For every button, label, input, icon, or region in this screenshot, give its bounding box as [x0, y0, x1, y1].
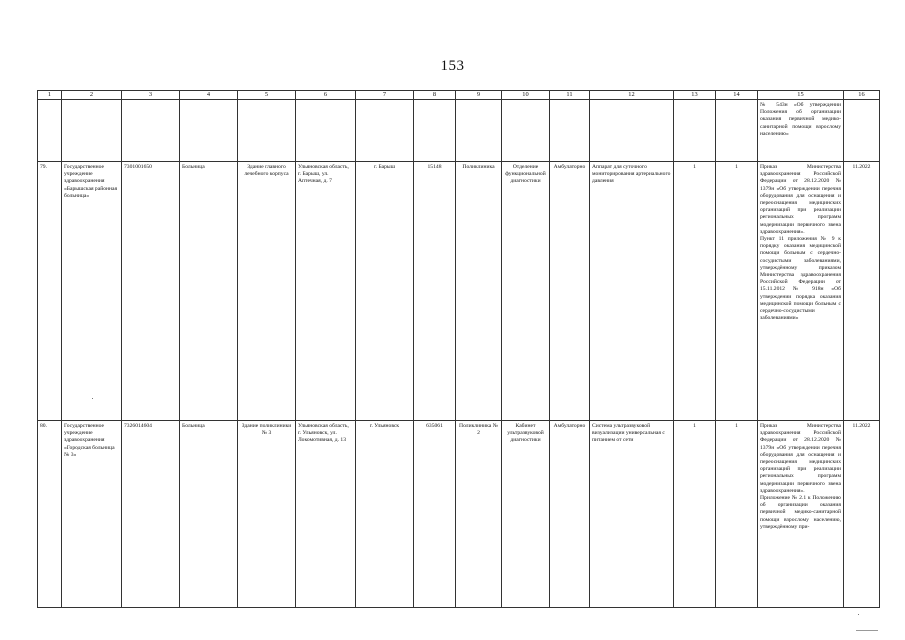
legal-basis — [758, 162, 844, 421]
column-number-row — [38, 91, 880, 100]
equipment-name: Система ультразвуковой визуализации универсальная с питанием от сети — [590, 421, 674, 608]
legal-basis-appendix: Пункт 11 приложения № 9 к порядку оказания медицинской помощи больным с сердечно-сосудистыми заболеваниями, утверждённому приказом Министерства здравоохранения Российской Федерации от 15.11.2012 № 918н «Об утверждении порядка оказания медицинской помощи больным с сердечно-сосудистыми заболеваниями» — [760, 236, 841, 322]
continuation-row — [38, 100, 880, 162]
row-number: 79. — [38, 162, 62, 421]
scan-mark — [856, 630, 878, 631]
column-number: 7 — [356, 91, 414, 100]
equipment-table — [37, 90, 880, 608]
scan-speck — [92, 398, 93, 399]
column-number: 4 — [180, 91, 238, 100]
legal-basis-order: Приказ Министерства здравоохранения Российской Федерации от 28.12.2020 № 1379н «Об утверждении перечня оборудования для оснащения и переоснащения медицинских организаций при реализации региональных программ модернизации первичного звена здравоохранения». — [760, 423, 841, 494]
column-number: 3 — [122, 91, 180, 100]
table-row — [38, 162, 880, 421]
care-conditions: Амбулаторно — [550, 162, 590, 421]
building: Здание главного лечебного корпуса — [238, 162, 296, 421]
column-number: 14 — [716, 91, 758, 100]
address: Ульяновская область, г. Ульяновск, ул. Локомотивная, д. 13 — [296, 421, 356, 608]
delivery-date: 11.2022 — [844, 162, 880, 421]
inn: 7301001650 — [122, 162, 180, 421]
department: Кабинет ультразвуковой диагностики — [502, 421, 550, 608]
column-number: 12 — [590, 91, 674, 100]
column-number: 2 — [62, 91, 122, 100]
settlement: г. Барыш — [356, 162, 414, 421]
column-number: 1 — [38, 91, 62, 100]
scan-speck — [858, 614, 859, 615]
column-number: 13 — [674, 91, 716, 100]
quantity-planned: 1 — [716, 162, 758, 421]
column-number: 11 — [550, 91, 590, 100]
column-number: 16 — [844, 91, 880, 100]
organization-type: Больница — [180, 162, 238, 421]
organization-name: Государственное учреждение здравоохранения «Городская больница № 3» — [62, 421, 122, 608]
column-number: 10 — [502, 91, 550, 100]
address: Ульяновская область, г. Барыш, ул. Аптечная, д. 7 — [296, 162, 356, 421]
subdivision: Поликлиника — [456, 162, 502, 421]
column-number: 6 — [296, 91, 356, 100]
row-number: 80. — [38, 421, 62, 608]
care-conditions: Амбулаторно — [550, 421, 590, 608]
inn: 7326014604 — [122, 421, 180, 608]
column-number: 8 — [414, 91, 456, 100]
oktmo-code: 635061 — [414, 421, 456, 608]
legal-basis-order: Приказ Министерства здравоохранения Российской Федерации от 28.12.2020 № 1379н «Об утверждении перечня оборудования для оснащения и переоснащения медицинских организаций при реализации региональных программ модернизации первичного звена здравоохранения». — [760, 164, 841, 235]
settlement: г. Ульяновск — [356, 421, 414, 608]
legal-basis-appendix: Приложение № 2.1 к Положению об организации оказания первичной медико-санитарной помощи взрослому населению, утверждённому при- — [760, 495, 841, 530]
department: Отделение функциональной диагностики — [502, 162, 550, 421]
organization-type: Больница — [180, 421, 238, 608]
subdivision: Поликлиника № 2 — [456, 421, 502, 608]
column-number: 5 — [238, 91, 296, 100]
quantity-planned: 1 — [716, 421, 758, 608]
quantity-required: 1 — [674, 421, 716, 608]
column-number: 9 — [456, 91, 502, 100]
legal-basis-continued: № 543н «Об утверждении Положения об организации оказания первичной медико-санитарной помощи взрослому населению» — [758, 100, 844, 162]
equipment-name: Аппарат для суточного мониторирования артериального давления — [590, 162, 674, 421]
quantity-required: 1 — [674, 162, 716, 421]
column-number: 15 — [758, 91, 844, 100]
legal-basis — [758, 421, 844, 608]
delivery-date: 11.2022 — [844, 421, 880, 608]
page-number: 153 — [440, 58, 465, 74]
oktmo-code: 15148 — [414, 162, 456, 421]
table-row — [38, 421, 880, 608]
organization-name: Государственное учреждение здравоохранения «Барышская районная больница» — [62, 162, 122, 421]
building: Здание поликлиники № 3 — [238, 421, 296, 608]
